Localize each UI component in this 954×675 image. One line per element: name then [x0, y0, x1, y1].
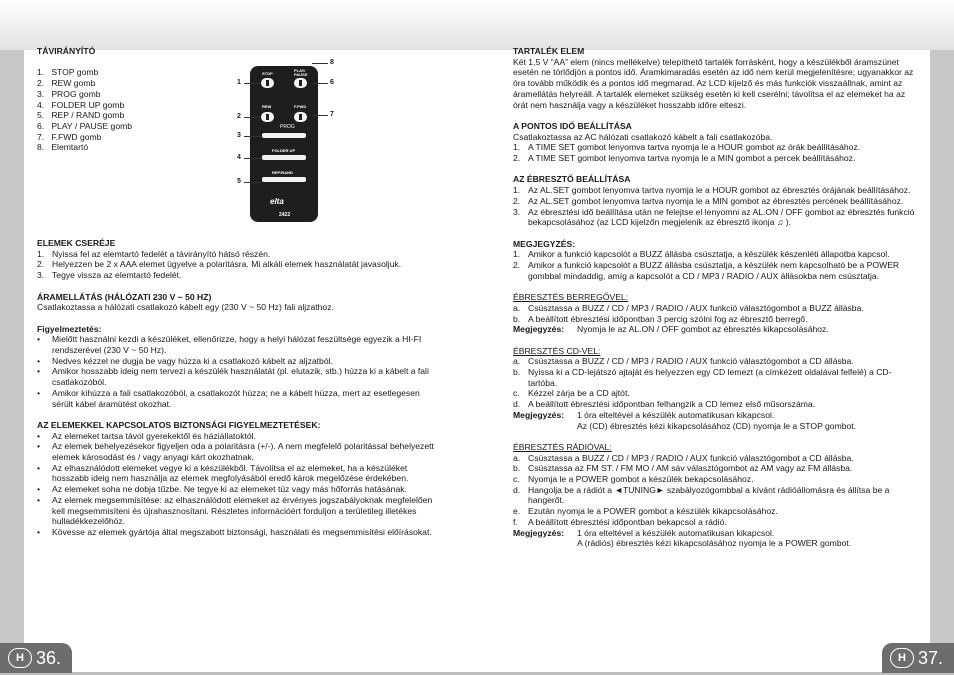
time-intro: Csatlakoztassa az AC hálózati csatlakozó kábelt a fali csatlakozóba.	[513, 131, 773, 142]
remote-item: 8. Elemtartó	[37, 142, 89, 153]
item-marker: 3.	[513, 206, 521, 217]
item-text: Amikor kihúzza a fali csatlakozóból, a csatlakozót húzza; ne a kábelt húzza, mert az esetlegesen sérült kábel áramütést okozhat.	[52, 387, 420, 409]
model-label: 2422	[279, 212, 291, 218]
radio-note	[513, 528, 915, 539]
remote-item: 1. STOP gomb	[37, 67, 99, 78]
remote-title: TÁVIRÁNYÍTÓ	[37, 46, 96, 56]
item-marker: 1.	[37, 248, 45, 259]
callout-8: 8	[330, 59, 334, 66]
item-marker: b.	[513, 367, 521, 378]
callout-6: 6	[330, 79, 334, 86]
buzz-item	[513, 303, 915, 314]
remote-item: 5. REP / RAND gomb	[37, 110, 125, 121]
item-marker: •	[37, 387, 41, 398]
warning-item	[37, 366, 437, 387]
alarm-item	[513, 185, 915, 196]
item-marker: b.	[513, 463, 521, 474]
safety-item	[37, 431, 437, 442]
item-marker: a.	[513, 302, 521, 313]
callout-3: 3	[237, 132, 241, 139]
stop-button-shape	[261, 78, 274, 88]
buzz-item	[513, 314, 915, 325]
radio-item	[513, 463, 915, 474]
warning-item	[37, 334, 437, 355]
language-badge: H	[890, 648, 914, 668]
rep-button-shape	[262, 177, 306, 182]
item-marker: 3.	[37, 270, 45, 281]
radio-item	[513, 474, 915, 485]
radio-item	[513, 506, 915, 517]
radio-title: ÉBRESZTÉS RÁDIÓVAL:	[513, 441, 612, 452]
item-marker: •	[37, 526, 41, 537]
item-text: Amikor a funkció kapcsolót a BUZZ állásba csúsztatja, a készülék készenléti állapotba kapcsol.	[528, 249, 890, 260]
item-text: Nyissa ki a CD-lejátszó ajtaját és helyezzen egy CD lemezt (a címkézett oldalával felfelé) a CD-tartóba.	[528, 367, 892, 388]
item-marker: •	[37, 334, 41, 345]
remote-item: 4. FOLDER UP gomb	[37, 99, 125, 110]
item-marker: 2.	[513, 260, 521, 271]
item-text: Az elemek megsemmisítése: az elhasználódott elemeket az érvényes jogszabályoknak megfelelően kell megsemmisíteni és újrahasznosítani. Részletes információért forduljon a területileg illetékes hulladékkezelőhöz.	[52, 494, 433, 527]
warning-title: Figyelmeztetés:	[37, 323, 102, 334]
notes-title: MEGJEGYZÉS:	[513, 238, 576, 249]
item-text: Amikor a funkció kapcsolót a BUZZ állásba csúsztatja, a készülék nem kapcsolható be a POWER gombbal mindaddig, amíg a kapcsolót a CD / MP3 / RADIO / AUX állásokba nem csúsztatja.	[528, 260, 900, 281]
brand-logo: elta	[270, 197, 284, 206]
rew-label: REW	[262, 104, 272, 109]
item-marker: a.	[513, 452, 521, 463]
battery-item	[37, 259, 437, 270]
warning-list	[37, 334, 437, 409]
stop-label: STOP	[262, 71, 273, 76]
battery-item	[37, 249, 437, 260]
item-marker: b.	[513, 313, 521, 324]
callout-7: 7	[330, 111, 334, 118]
buzz-title: ÉBRESZTÉS BERREGŐVEL:	[513, 292, 629, 303]
callout-line	[244, 117, 260, 118]
item-text: Az elemeket tartsa távol gyerekektől és háziállatoktól.	[52, 430, 256, 441]
item-text: A beállított ébresztési időpontban felhangzik a CD lemez első műsorszáma.	[528, 399, 816, 410]
radio-note-2	[513, 538, 915, 549]
alarm-title: AZ ÉBRESZTŐ BEÁLLÍTÁSA	[513, 174, 631, 185]
battery-item	[37, 270, 437, 281]
callout-1: 1	[237, 79, 241, 86]
item-marker: d.	[513, 484, 521, 495]
item-text: Nyomja le a POWER gombot a készülék bekapcsolásához.	[528, 474, 754, 485]
item-text: Tegye vissza az elemtartó fedelét.	[52, 270, 182, 281]
cd-title: ÉBRESZTÉS CD-VEL:	[513, 345, 601, 356]
battery-title: ELEMEK CSERÉJE	[37, 238, 116, 249]
cd-note-2	[513, 421, 915, 432]
radio-item	[513, 485, 915, 506]
item-marker: c.	[513, 388, 520, 399]
item-marker: 2.	[37, 259, 45, 270]
item-marker: •	[37, 494, 41, 505]
item-text: Kézzel zárja be a CD ajtót.	[528, 388, 630, 399]
note-label: Megjegyzés:	[513, 324, 565, 335]
callout-4: 4	[237, 154, 241, 161]
notes-list	[513, 249, 915, 281]
note-text: Az (CD) ébresztés kézi kikapcsolásához (CD) nyomja le a STOP gombot.	[577, 420, 857, 431]
remote-item: 7. F.FWD gomb	[37, 131, 102, 142]
safety-item	[37, 463, 437, 484]
item-text: Az AL.SET gombot lenyomva tartva nyomja le a MIN gombot az ébresztés percének beállításához.	[528, 195, 904, 206]
cd-list	[513, 356, 915, 410]
right-column	[513, 46, 915, 549]
safety-item	[37, 441, 437, 462]
buzz-note	[513, 324, 915, 335]
item-text: Az ébresztési idő beállítása után ne felejtse el lenyomni az AL.ON / OFF gombot az ébresztés funkció bekapcsolásához (az LCD kijelzőn megjelenik az ébresztő ikonja ♫ ).	[528, 206, 915, 228]
page-number-right	[882, 643, 954, 673]
safety-title: AZ ELEMEKKEL KAPCSOLATOS BIZTONSÁGI FIGYELMEZTETÉSEK:	[37, 419, 321, 430]
folder-label: FOLDER UP	[272, 148, 296, 153]
alarm-list	[513, 185, 915, 228]
callout-line	[312, 83, 328, 84]
callout-line	[312, 63, 328, 64]
item-marker: d.	[513, 399, 521, 410]
item-text: Csúsztassa a BUZZ / CD / MP3 / RADIO / AUX funkció választógombot a CD állásba.	[528, 452, 854, 463]
prog-button-shape	[262, 133, 306, 138]
buzz-list	[513, 303, 915, 324]
callout-line	[244, 83, 260, 84]
safety-list	[37, 431, 437, 538]
prog-label: PROG	[280, 124, 295, 130]
item-text: A beállított ébresztési időpontban bekapcsol a rádió.	[528, 516, 727, 527]
radio-list	[513, 453, 915, 528]
power-title: ÁRAMELLÁTÁS (HÁLÓZATI 230 V ~ 50 HZ)	[37, 291, 212, 302]
safety-item	[37, 484, 437, 495]
item-text: Nyissa fel az elemtartó fedelét a távirányító hátsó részén.	[52, 248, 271, 259]
item-marker: •	[37, 484, 41, 495]
cd-item	[513, 399, 915, 410]
notes-item	[513, 249, 915, 260]
item-marker: 1.	[513, 249, 521, 260]
language-badge: H	[8, 648, 32, 668]
time-item	[513, 142, 915, 153]
item-text: Csúsztassa a BUZZ / CD / MP3 / RADIO / AUX funkció választógombot a BUZZ állásba.	[528, 302, 864, 313]
item-marker: a.	[513, 356, 521, 367]
time-list	[513, 142, 915, 163]
play-button-shape	[294, 78, 307, 88]
item-marker: •	[37, 355, 41, 366]
note-label: Megjegyzés:	[513, 527, 565, 538]
item-marker: •	[37, 462, 41, 473]
warning-item	[37, 388, 437, 409]
rew-button-shape	[261, 112, 274, 122]
callout-5: 5	[237, 178, 241, 185]
left-margin-bar	[0, 50, 24, 675]
ffwd-label: F.FWD	[294, 104, 307, 109]
item-text: Ezután nyomja le a POWER gombot a készülék kikapcsolásához.	[528, 506, 778, 517]
safety-item	[37, 527, 437, 538]
item-marker: 1.	[513, 185, 521, 196]
item-text: Az elhasználódott elemeket vegye ki a készülékből. Távolítsa el az elemeket, ha a készüléket hosszabb ideig nem használja az elemek megfolyásából eredő károk megelőzése érdekében.	[52, 462, 409, 484]
note-text: 1 óra elteltével a készülék automatikusan kikapcsol.	[577, 527, 775, 538]
battery-list	[37, 249, 437, 281]
item-marker: f.	[513, 516, 518, 527]
note-text: A (rádiós) ébresztés kézi kikapcsolásához nyomja le a POWER gombot.	[577, 538, 852, 549]
cd-item	[513, 388, 915, 399]
item-text: Az elemeket soha ne dobja tűzbe. Ne tegye ki az elemeket túz vagy más hőforrás hatásának.	[52, 484, 407, 495]
page-number-left	[0, 643, 72, 673]
time-title: A PONTOS IDŐ BEÁLLÍTÁSA	[513, 120, 632, 131]
note-text: 1 óra elteltével a készülék automatikusan kikapcsol.	[577, 409, 775, 420]
remote-item: 3. PROG gomb	[37, 88, 101, 99]
item-text: Csúsztassa az FM ST. / FM MO / AM sáv választógombot az AM vagy az FM állásba.	[528, 463, 853, 474]
remote-body	[250, 66, 318, 222]
callout-2: 2	[237, 113, 241, 120]
note-text: Nyomja le az AL.ON / OFF gombot az ébresztés kikapcsolásához.	[577, 324, 829, 335]
cd-item	[513, 356, 915, 367]
time-item	[513, 153, 915, 164]
item-marker: 1.	[513, 142, 521, 153]
notes-item	[513, 260, 915, 281]
alarm-item	[513, 196, 915, 207]
right-margin-bar	[930, 50, 954, 675]
warning-item	[37, 356, 437, 367]
note-label: Megjegyzés:	[513, 409, 565, 420]
item-marker: •	[37, 366, 41, 377]
page-number-text: 37.	[918, 647, 944, 668]
power-text: Csatlakoztassa a hálózati csatlakozó kábelt egy (230 V ~ 50 Hz) fali aljzathoz.	[37, 302, 334, 313]
item-text: A TIME SET gombot lenyomva tartva nyomja le a HOUR gombot az órák beállításához.	[528, 142, 861, 153]
folder-button-shape	[262, 155, 306, 160]
cd-note	[513, 410, 915, 421]
callout-line	[244, 158, 262, 159]
item-marker: c.	[513, 474, 520, 485]
item-text: Mielőtt használni kezdi a készüléket, ellenőrizze, hogy a helyi hálózat feszültsége egyezik a HI-FI rendszerével (230 V ~ 50 Hz).	[52, 334, 422, 356]
item-text: Az AL.SET gombot lenyomva tartva nyomja le a HOUR gombot az ébresztés órájának beállításához.	[528, 185, 911, 196]
page-number-text: 36.	[36, 647, 62, 668]
item-text: Hangolja be a rádiót a ◄TUNING► szabályozógombbal a kívánt rádióállomásra és állítsa be a hangerőt.	[528, 484, 890, 506]
item-marker: e.	[513, 506, 521, 517]
rep-label: REP/RAND	[272, 170, 293, 175]
header-band	[0, 0, 954, 50]
radio-item	[513, 517, 915, 528]
item-text: Amikor hosszabb ideig nem tervezi a készülék használatát (pl. elutazik, stb.) húzza ki a kábelt a fali csatlakozóból.	[52, 366, 429, 388]
backup-text: Két 1,5 V “AA” elem (nincs mellékelve) telepíthető tartalék forrásként, hogy a készülékből áramszünet esetén ne törlődjön a pontos idő. Áramkimaradás esetén az idő nem kerül megjelenítésre; ugyanakkor az óra tovább működik és a pontos idő megmarad. Az LCD kijelző és más funkciók visszaállnak, amint az áramellátás helyreáll. A tartalék elemeket szükség esetén ki kell cserélni; távolítsa el az elemeket ha az órát nem használja vagy a készüléket hosszabb időre elteszi.	[513, 56, 914, 110]
callout-line	[244, 136, 262, 137]
callout-line	[312, 115, 328, 116]
callout-line	[244, 182, 262, 183]
item-marker: •	[37, 441, 41, 452]
item-text: Nedves kézzel ne dugja be vagy húzza ki a csatlakozó kábelt az aljzatból.	[52, 355, 333, 366]
item-marker: 2.	[513, 153, 521, 164]
play-label: PLAY/ PAUSE	[294, 68, 308, 77]
item-text: Kövesse az elemek gyártója által megszabott biztonsági, használati és megsemmisítési előírásokat.	[52, 526, 432, 537]
radio-item	[513, 453, 915, 464]
ffwd-button-shape	[294, 112, 307, 122]
item-marker: 2.	[513, 195, 521, 206]
backup-title: TARTALÉK ELEM	[513, 46, 585, 56]
item-text: Az elemek behelyezésekor figyeljen oda a polaritásra (+/-). A nem megfelelő polaritással behelyezett elemek károsodást és / vagy anyagi kárt okozhatnak.	[52, 441, 434, 463]
item-text: A beállított ébresztési időpontban 3 percig szólni fog az ébresztő berregő.	[528, 313, 808, 324]
item-text: Helyezzen be 2 x AAA elemet ügyelve a polaritásra. Mi alkáli elemek használatát javasoljuk.	[52, 259, 402, 270]
item-marker: •	[37, 430, 41, 441]
remote-illustration	[234, 58, 344, 228]
remote-item: 2. REW gomb	[37, 78, 96, 89]
alarm-item	[513, 207, 915, 228]
safety-item	[37, 495, 437, 527]
cd-item	[513, 367, 915, 388]
remote-item: 6. PLAY / PAUSE gomb	[37, 120, 133, 131]
item-text: Csúsztassa a BUZZ / CD / MP3 / RADIO / AUX funkció választógombot a CD állásba.	[528, 356, 854, 367]
item-text: A TIME SET gombot lenyomva tartva nyomja le a MIN gombot a percek beállításához.	[528, 153, 856, 164]
